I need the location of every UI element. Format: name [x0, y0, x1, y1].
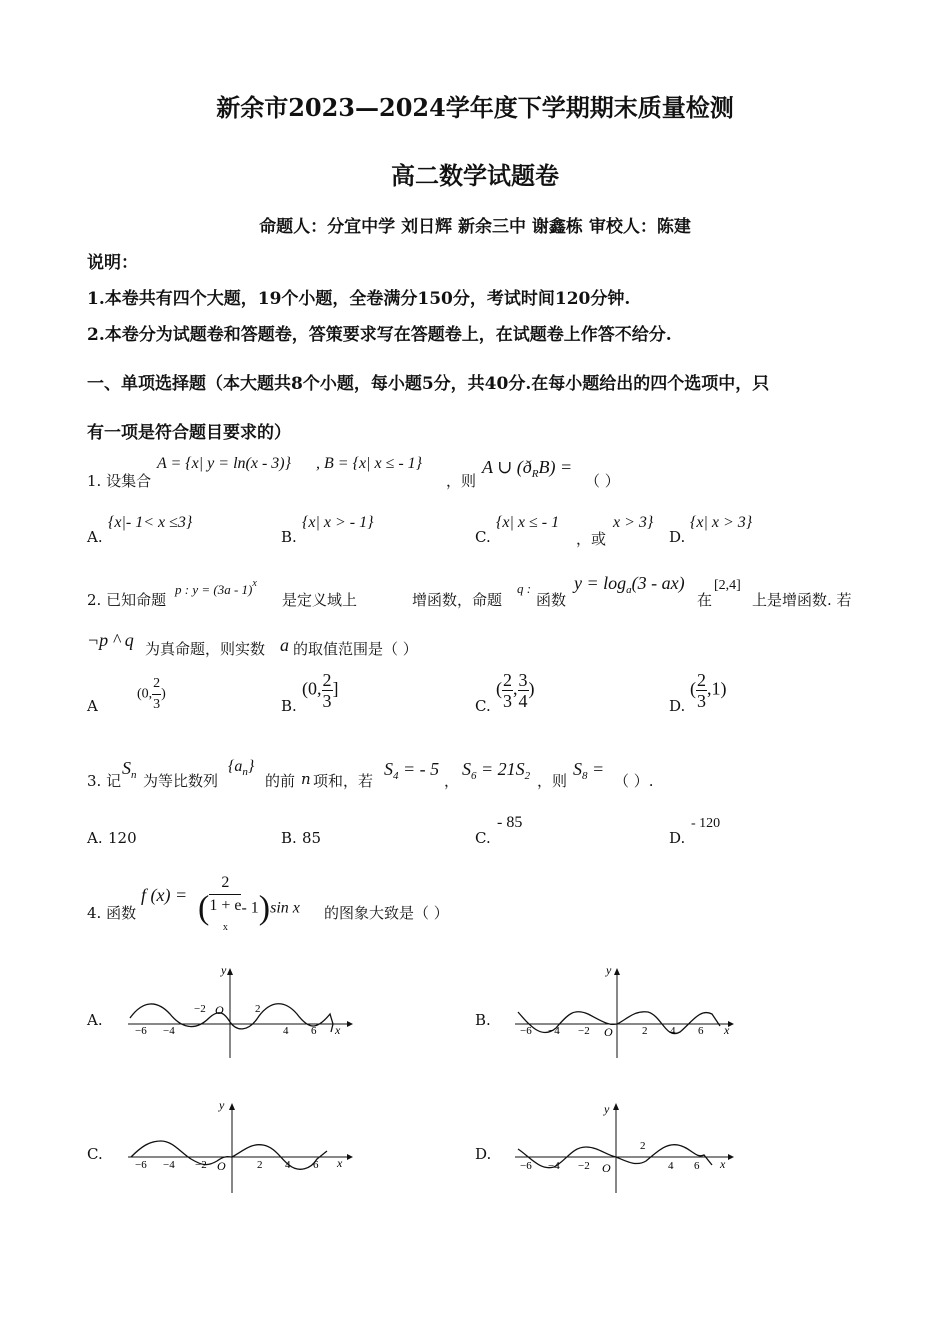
- q3-ask-s: S: [573, 759, 582, 779]
- graph-a: [125, 960, 355, 1060]
- graph-a-tick-neg6: −6: [135, 1025, 147, 1037]
- q1-option-a-label: A.: [87, 528, 103, 546]
- q1-expr-sub: R: [531, 468, 539, 480]
- q2-condition-tail: 的取值范围是（ ）: [293, 640, 418, 658]
- section-heading-line-1: 一、单项选择题（本大题共8个小题，每小题5分，共40分.在每小题给出的四个选项中，只: [87, 374, 770, 394]
- q2-p-expression: [175, 578, 257, 598]
- q2-d-num: 2: [697, 670, 706, 690]
- q3-option-c-label: C.: [475, 829, 491, 847]
- q4-option-d-label: D.: [475, 1145, 492, 1163]
- graph-c-tick-6: 6: [313, 1159, 319, 1171]
- q2-b-pre: (0,: [302, 678, 322, 699]
- notes-heading: 说明：: [87, 253, 138, 273]
- q3-ask-sub: 8: [582, 770, 588, 782]
- q2-b-post: ]: [332, 678, 339, 699]
- q2-option-d-label: D.: [669, 697, 686, 715]
- q2-q-sub: a: [626, 584, 632, 596]
- graph-b: [512, 960, 742, 1060]
- q2-d-den: 3: [697, 691, 706, 711]
- q4-prefix: 4. 函数: [87, 904, 137, 922]
- q4-fx: f (x) =: [141, 885, 188, 905]
- q3-ask: [573, 759, 604, 782]
- q2-interval: [2,4]: [714, 578, 741, 593]
- q1-expression: [482, 457, 572, 480]
- graph-d-tick-6: 6: [694, 1160, 700, 1172]
- graph-c-tick-4: 4: [285, 1159, 291, 1171]
- graph-a-y-label: y: [221, 963, 227, 977]
- q2-tail: 上是增函数. 若: [752, 591, 852, 609]
- graph-d-tick-4: 4: [668, 1160, 674, 1172]
- graph-d-y-label: y: [604, 1102, 610, 1116]
- q1-option-b-value: {x| x > - 1}: [302, 514, 374, 531]
- graph-a-origin: O: [215, 1003, 224, 1017]
- q4-option-b-label: B.: [475, 1011, 491, 1029]
- q4-tail: 的图象大致是（ ）: [324, 904, 449, 922]
- q3-option-b-label: B.: [281, 829, 297, 847]
- q1-option-a-value: {x|- 1< x ≤3}: [108, 514, 193, 531]
- q4-minus: - 1: [241, 899, 259, 917]
- q4-den-exp: x: [222, 922, 228, 933]
- graph-b-tick-neg4: −4: [548, 1025, 560, 1037]
- q3-ask-eq: =: [587, 759, 605, 779]
- q2-a-num: 2: [152, 674, 161, 695]
- q3-comma: ，: [444, 772, 460, 790]
- authors-line: 命题人：分宜中学 刘日辉 新余三中 谢鑫栋 审校人：陈建: [259, 217, 691, 237]
- q1-then: ，则: [446, 472, 477, 490]
- q1-expr-main: A ∪ (ð: [482, 457, 532, 477]
- q3-an-main: {a: [228, 758, 243, 775]
- q3-sn-main: S: [122, 758, 131, 778]
- graph-c: [125, 1095, 355, 1195]
- q3-option-c-value: - 85: [497, 814, 523, 831]
- q2-p-exp: x: [252, 578, 257, 589]
- q3-text2: 的前: [265, 772, 296, 790]
- graph-a-x-arrow: [347, 1021, 353, 1027]
- q3-answer-paren: （ ）.: [614, 772, 654, 790]
- q2-q-intro: 增函数，命题: [412, 591, 503, 609]
- q4-option-a-label: A.: [87, 1011, 103, 1029]
- q3-cond2-s: S: [462, 759, 471, 779]
- q4-den: 1 + e: [209, 897, 242, 914]
- q3-an: [228, 758, 254, 778]
- graph-d-x-arrow: [728, 1154, 734, 1160]
- graph-d-tick-neg2: −2: [578, 1160, 590, 1172]
- q1-set-b: , B = {x| x ≤ - 1}: [316, 455, 423, 472]
- graph-d-y-arrow: [613, 1103, 619, 1110]
- q3-option-a-label: A.: [87, 829, 103, 847]
- q1-option-c-value: {x| x ≤ - 1: [496, 514, 560, 531]
- graph-b-tick-6: 6: [698, 1025, 704, 1037]
- q1-prefix: 1. 设集合: [87, 472, 152, 490]
- q2-a-post: ): [161, 686, 166, 702]
- q2-condition-expr: ¬p ^ q: [87, 630, 134, 650]
- section-heading-line-2: 有一项是符合题目要求的）: [87, 423, 291, 443]
- q2-a-pre: (0,: [137, 686, 153, 702]
- q1-option-b-label: B.: [281, 528, 297, 546]
- q2-option-c-value: [496, 670, 535, 711]
- q4-sin: sin x: [270, 899, 300, 917]
- q2-p-text: 是定义域上: [282, 591, 358, 609]
- graph-c-tick-neg4: −4: [163, 1159, 175, 1171]
- q3-option-d-value: - 120: [691, 816, 721, 831]
- graph-b-tick-4: 4: [670, 1025, 676, 1037]
- q2-q-label: q :: [517, 581, 532, 596]
- q1-option-d-label: D.: [669, 528, 686, 546]
- q3-text1: 为等比数列: [143, 772, 219, 790]
- q1-option-c-label: C.: [475, 528, 491, 546]
- q2-q-expr2: (3 - ax): [631, 573, 685, 593]
- graph-c-tick-neg6: −6: [135, 1159, 147, 1171]
- q2-q-expression: [574, 573, 685, 596]
- q2-c-num2: 3: [518, 670, 528, 690]
- q2-c-mid: ,: [513, 678, 518, 699]
- q1-option-c-value-2: x > 3}: [613, 514, 654, 531]
- q3-text3: 项和，若: [313, 772, 374, 790]
- q2-option-b-label: B.: [281, 697, 297, 715]
- graph-b-tick-neg6: −6: [520, 1025, 532, 1037]
- q4-option-c-label: C.: [87, 1145, 103, 1163]
- note-item-1: 1.本卷共有四个大题，19个小题，全卷满分150分，考试时间120分钟.: [87, 289, 631, 309]
- graph-d-tick-2: 2: [640, 1140, 646, 1152]
- q4-formula: ( 2 1 + e $^x$ - 1)sin x: [198, 874, 300, 933]
- q2-d-pre: (: [690, 678, 696, 699]
- q2-at: 在: [697, 591, 713, 609]
- q3-option-a-value: 120: [108, 829, 137, 847]
- graph-c-x-arrow: [347, 1154, 353, 1160]
- q2-option-b-value: [302, 670, 339, 711]
- graph-d: [512, 1095, 742, 1195]
- q3-then: ，则: [537, 772, 568, 790]
- q3-cond1-val: = - 5: [398, 759, 440, 779]
- q3-cond1-sub: 4: [393, 770, 399, 782]
- graph-b-tick-neg2: −2: [578, 1025, 590, 1037]
- q3-cond2-mid: = 21S: [476, 759, 525, 779]
- graph-a-tick-4: 4: [283, 1025, 289, 1037]
- q2-option-d-value: [690, 670, 727, 711]
- q2-q-expr: y = log: [574, 573, 627, 593]
- graph-a-tick-6: 6: [311, 1025, 317, 1037]
- q2-option-c-label: C.: [475, 697, 491, 715]
- graph-c-curve: [131, 1141, 327, 1169]
- q3-cond2-sub: 6: [471, 770, 477, 782]
- q2-a-den: 3: [153, 697, 161, 712]
- q2-b-den: 3: [322, 691, 332, 711]
- note-item-2: 2.本卷分为试题卷和答题卷，答策要求写在答题卷上，在试题卷上作答不给分.: [87, 325, 672, 345]
- graph-a-tick-neg2: −2: [194, 1003, 206, 1015]
- q2-c-num1: 2: [503, 670, 512, 690]
- exam-title: 新余市2023—2024学年度下学期期末质量检测: [216, 93, 734, 122]
- q3-cond2: [462, 759, 530, 782]
- graph-d-tick-neg4: −4: [548, 1160, 560, 1172]
- q3-cond1: [384, 759, 439, 782]
- q3-cond2-sub2: 2: [524, 770, 531, 782]
- q1-answer-paren: （ ）: [585, 472, 620, 490]
- q2-p-expr: p : y = (3a - 1): [175, 582, 253, 597]
- q2-option-a-label: A: [87, 697, 98, 715]
- q3-an-sub: n: [242, 766, 248, 778]
- q1-option-c-or: ，或: [576, 530, 607, 548]
- q2-c-den1: 3: [503, 691, 512, 711]
- graph-b-y-arrow: [614, 968, 620, 975]
- q1-option-d-value: {x| x > 3}: [690, 514, 753, 531]
- q3-an-end: }: [247, 758, 255, 775]
- exam-subtitle: 高二数学试题卷: [391, 161, 559, 190]
- q2-option-a-value: [137, 674, 166, 715]
- q2-fn-word: 函数: [536, 591, 567, 609]
- q2-c-pre: (: [496, 678, 502, 699]
- q3-cond1-s: S: [384, 759, 393, 779]
- graph-a-curve: [130, 1004, 333, 1032]
- q2-d-post: ,1): [707, 678, 727, 699]
- q2-condition-text: 为真命题，则实数: [145, 640, 266, 658]
- graph-b-tick-2: 2: [642, 1025, 648, 1037]
- graph-b-origin: O: [604, 1025, 613, 1039]
- q3-option-b-value: 85: [302, 829, 322, 847]
- graph-a-tick-neg4: −4: [163, 1025, 175, 1037]
- graph-c-tick-2: 2: [257, 1159, 263, 1171]
- graph-d-x-label: x: [720, 1157, 726, 1171]
- q3-n: n: [301, 770, 311, 788]
- graph-a-x-label: x: [335, 1023, 341, 1037]
- q2-c-den2: 4: [518, 691, 528, 711]
- graph-a-tick-2: 2: [255, 1003, 261, 1015]
- q1-set-a: A = {x| y = ln(x - 3)}: [157, 455, 292, 472]
- graph-c-y-arrow: [229, 1103, 235, 1110]
- q2-b-num: 2: [322, 670, 332, 690]
- q3-prefix: 3. 记: [87, 772, 122, 790]
- graph-d-origin: O: [602, 1161, 611, 1175]
- graph-a-y-arrow: [227, 968, 233, 975]
- graph-c-origin: O: [217, 1159, 226, 1173]
- graph-c-y-label: y: [219, 1098, 225, 1112]
- q2-var-a: a: [280, 635, 289, 655]
- graph-b-y-label: y: [606, 963, 612, 977]
- graph-b-x-label: x: [724, 1023, 730, 1037]
- q1-expr-end: B) =: [538, 457, 573, 477]
- q3-sn-sub: n: [131, 769, 137, 781]
- q2-prefix: 2. 已知命题: [87, 591, 167, 609]
- graph-c-x-label: x: [337, 1156, 343, 1170]
- graph-c-tick-neg2: −2: [195, 1159, 207, 1171]
- q2-c-post: ): [528, 678, 535, 699]
- q3-sn: [122, 758, 137, 781]
- q4-num: 2: [209, 872, 241, 895]
- q3-option-d-label: D.: [669, 829, 686, 847]
- graph-d-tick-neg6: −6: [520, 1160, 532, 1172]
